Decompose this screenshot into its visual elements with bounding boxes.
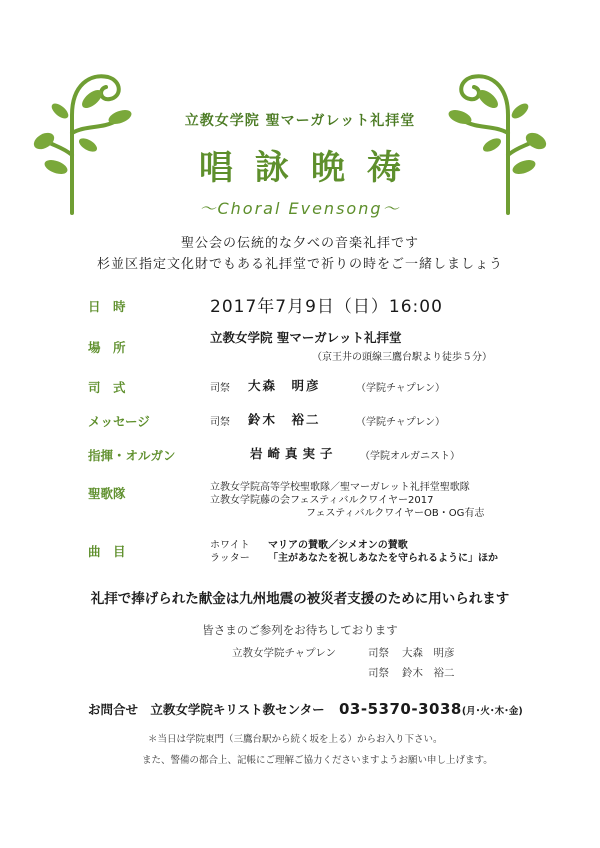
- conductor-note: （学院オルガニスト）: [360, 451, 460, 462]
- entry-note: ＊当日は学院東門（三鷹台駅から続く坂を上る）からお入り下さい。: [148, 734, 443, 745]
- music-piece-2: 「主があなたを祝しあなたを守られるように」ほか: [268, 553, 498, 564]
- choir-line-1: 立教女学院高等学校聖歌隊／聖マーガレット礼拝堂聖歌隊: [210, 482, 470, 493]
- choir-label: 聖歌隊: [88, 486, 126, 501]
- security-note: また、警備の都合上、記帳にご理解ご協力くださいますようお願い申し上げます。: [142, 755, 493, 766]
- officiant-role: 司祭: [210, 383, 230, 394]
- contact-days: (月･火･木･金): [461, 706, 523, 717]
- conductor-name: 岩崎真実子: [250, 446, 338, 461]
- donation-notice: 礼拝で捧げられた献金は九州地震の被災者支援のために用いられます: [90, 591, 510, 607]
- contact-label: お問合せ: [88, 702, 139, 717]
- officiant-name: 大森 明彦: [248, 378, 321, 393]
- page-subtitle: 〜Choral Evensong〜: [199, 199, 401, 218]
- message-role: 司祭: [210, 417, 230, 428]
- signature-name-2: 鈴木 裕二: [402, 667, 455, 679]
- place-access: （京王井の頭線三鷹台駅より徒歩５分）: [312, 352, 492, 363]
- music-piece-1: マリアの賛歌／シメオンの賛歌: [268, 540, 408, 551]
- conductor-label: 指揮・オルガン: [88, 448, 176, 463]
- choir-line-2: 立教女学院藤の会フェスティバルクワイヤー2017: [210, 495, 434, 506]
- contact-line: [88, 700, 523, 718]
- left-vine-ornament: [30, 45, 140, 215]
- signature-org: 立教女学院チャプレン: [232, 647, 337, 659]
- officiant-note: （学院チャプレン）: [356, 383, 446, 394]
- music-composer-2: ラッター: [210, 553, 250, 564]
- choir-line-3: フェスティバルクワイヤーOB・OG有志: [306, 508, 485, 519]
- datetime-value: 2017年7月9日（日）16:00: [210, 297, 443, 317]
- signature-role-1: 司祭: [368, 647, 389, 659]
- organization-name: 立教女学院 聖マーガレット礼拝堂: [184, 113, 416, 129]
- page-title: 唱詠晩祷: [199, 148, 423, 188]
- place-label: 場 所: [88, 340, 126, 355]
- message-name: 鈴木 裕二: [248, 412, 321, 427]
- description-line-1: 聖公会の伝統的な夕べの音楽礼拝です: [180, 236, 419, 251]
- message-label: メッセージ: [88, 414, 150, 429]
- contact-phone[interactable]: 03-5370-3038: [339, 700, 462, 718]
- place-value: 立教女学院 聖マーガレット礼拝堂: [210, 330, 402, 345]
- datetime-label: 日 時: [88, 299, 126, 314]
- message-note: （学院チャプレン）: [356, 417, 446, 428]
- signature-role-2: 司祭: [368, 667, 389, 679]
- description-line-2: 杉並区指定文化財でもある礼拝堂で祈りの時をご一緒しましょう: [96, 257, 503, 272]
- music-composer-1: ホワイト: [210, 540, 250, 551]
- music-label: 曲 目: [88, 544, 126, 559]
- invitation-text: 皆さまのご参列をお待ちしております: [202, 623, 398, 637]
- signature-name-1: 大森 明彦: [402, 647, 455, 659]
- right-vine-ornament: [440, 45, 550, 215]
- officiant-label: 司 式: [88, 380, 126, 395]
- contact-org: 立教女学院キリスト教センター: [150, 702, 325, 717]
